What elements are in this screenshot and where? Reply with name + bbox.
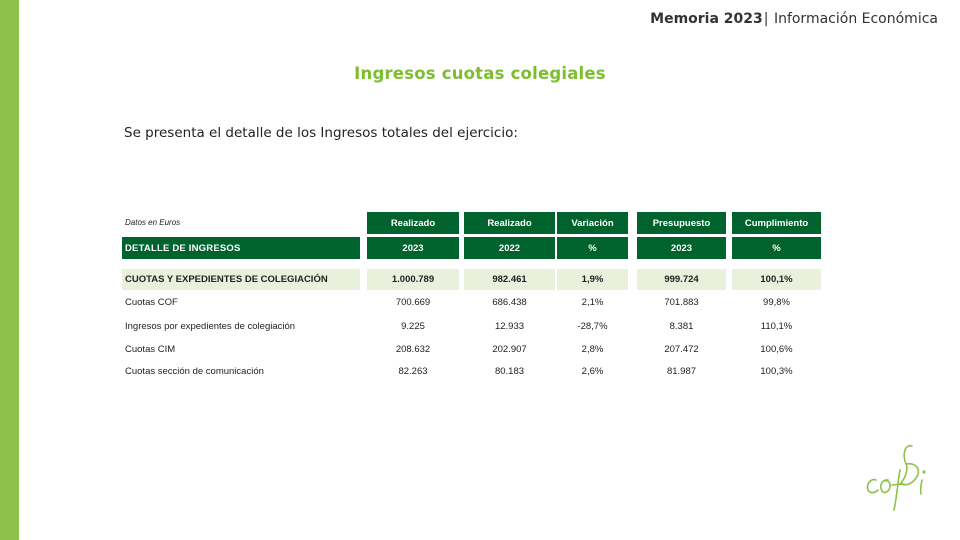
header-memoria: Memoria 2023 — [650, 11, 763, 27]
table-cell: 110,1% — [760, 321, 793, 332]
table-row-label: Cuotas COF — [125, 297, 178, 308]
table-cell: 208.632 — [395, 344, 431, 355]
table-cell: 700.669 — [395, 297, 431, 308]
table-cell: 8.381 — [669, 321, 694, 332]
section-label-detalle: DETALLE DE INGRESOS — [122, 237, 360, 259]
summary-value: 1.000.789 — [367, 269, 459, 290]
summary-row-label: CUOTAS Y EXPEDIENTES DE COLEGIACIÓN — [122, 269, 360, 290]
header-separator: | — [763, 11, 769, 27]
table-cell: 2,1% — [581, 297, 604, 308]
col-sub-variacion: % — [557, 237, 628, 259]
col-header-realizado-2022: Realizado — [464, 212, 555, 234]
header-section: Información Económica — [773, 11, 938, 27]
table-cell: 99,8% — [763, 297, 790, 308]
intro-text: Se presenta el detalle de los Ingresos totales del ejercicio: — [124, 125, 518, 141]
table-cell: 207.472 — [664, 344, 699, 355]
table-cell: 81.987 — [666, 366, 697, 377]
table-cell: 82.263 — [398, 366, 428, 377]
col-sub-realizado-2023: 2023 — [367, 237, 459, 259]
page-title: Ingresos cuotas colegiales — [354, 64, 606, 83]
col-header-variacion: Variación — [557, 212, 628, 234]
col-sub-realizado-2022: 2022 — [464, 237, 555, 259]
cofbi-logo — [862, 440, 932, 518]
table-cell: 12.933 — [494, 321, 525, 332]
summary-value: 1,9% — [557, 269, 628, 290]
table-cell: 9.225 — [401, 321, 425, 332]
col-header-cumplimiento: Cumplimiento — [732, 212, 821, 234]
col-header-presupuesto: Presupuesto — [637, 212, 726, 234]
table-cell: 2,6% — [581, 366, 604, 377]
table-cell: 80.183 — [494, 366, 525, 377]
table-cell: 100,3% — [760, 366, 793, 377]
col-header-realizado-2023: Realizado — [367, 212, 459, 234]
summary-value: 982.461 — [464, 269, 555, 290]
table-units-note: Datos en Euros — [125, 218, 181, 227]
page-header — [650, 11, 938, 27]
table-cell: 202.907 — [492, 344, 527, 355]
table-row-label: Cuotas CIM — [125, 344, 176, 355]
table-cell: 2,8% — [581, 344, 604, 355]
col-sub-cumplimiento: % — [732, 237, 821, 259]
summary-value: 100,1% — [732, 269, 821, 290]
table-cell: 701.883 — [664, 297, 699, 308]
table-row-label: Cuotas sección de comunicación — [125, 366, 264, 377]
table-cell: 100,6% — [760, 344, 793, 355]
table-cell: -28,7% — [577, 321, 608, 332]
summary-value: 999.724 — [637, 269, 726, 290]
table-cell: 686.438 — [492, 297, 527, 308]
col-sub-presupuesto: 2023 — [637, 237, 726, 259]
table-row-label: Ingresos por expedientes de colegiación — [125, 321, 296, 332]
